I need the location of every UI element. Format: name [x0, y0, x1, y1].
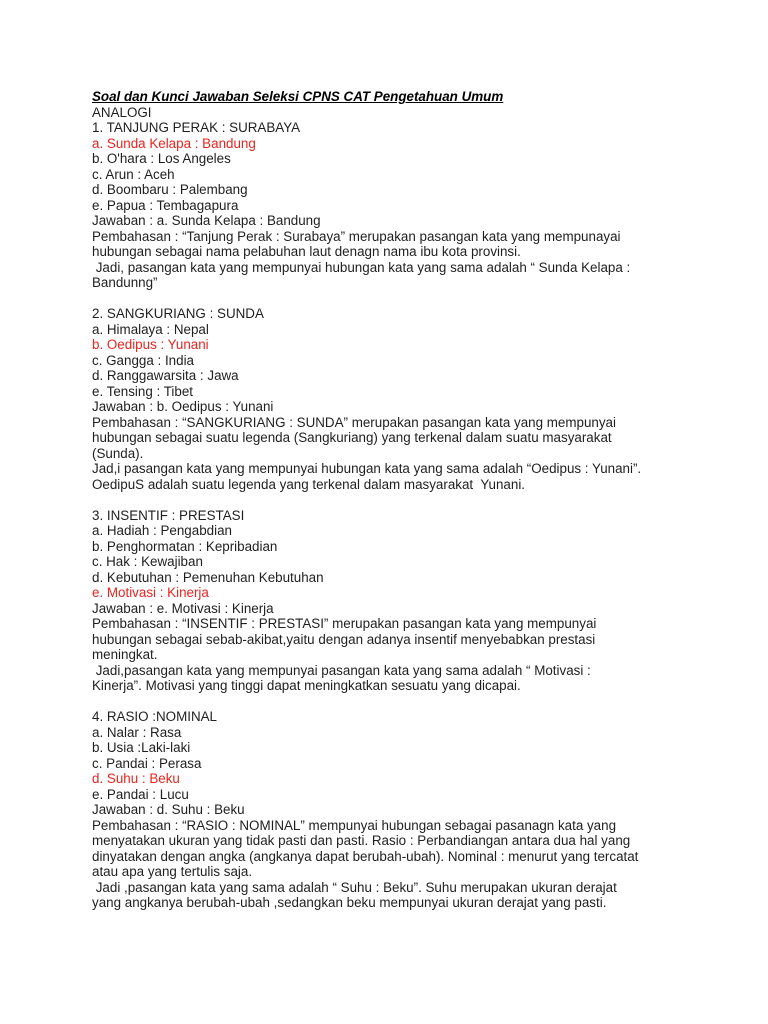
explanation-line: hubungan sebagai nama pelabuhan laut denagn nama ibu kota provinsi. — [92, 244, 521, 259]
option: e. Papua : Tembagapura — [92, 197, 239, 213]
option: d. Boombaru : Palembang — [92, 182, 248, 197]
option: a. Nalar : Rasa — [92, 724, 182, 740]
explanation-line: dinyatakan dengan angka (angkanya dapat berubah-ubah). Nominal : menurut yang tercatat — [92, 848, 639, 864]
explanation-line: Jad,i pasangan kata yang mempunyai hubungan kata yang sama adalah “Oedipus : Yunani”. — [92, 461, 642, 476]
document-title: Soal dan Kunci Jawaban Seleksi CPNS CAT Pengetahuan Umum — [92, 89, 504, 104]
document-page — [92, 89, 692, 911]
option: a. Himalaya : Nepal — [92, 321, 209, 337]
explanation-line: yang angkanya berubah-ubah ,sedangkan beku mempunyai ukuran derajat yang pasti. — [92, 895, 607, 910]
explanation-line: Pembahasan : “INSENTIF : PRESTASI” merupakan pasangan kata yang mempunyai — [92, 616, 597, 631]
explanation-line: hubungan sebagai suatu legenda (Sangkuriang) yang terkenal dalam suatu masyarakat — [92, 430, 612, 445]
explanation-line: Kinerja”. Motivasi yang tinggi dapat meningkatkan sesuatu yang dicapai. — [92, 678, 521, 693]
option: d. Ranggawarsita : Jawa — [92, 368, 239, 383]
option: b. O'hara : Los Angeles — [92, 151, 231, 166]
question-text: 1. TANJUNG PERAK : SURABAYA — [92, 120, 301, 135]
question-text: 4. RASIO :NOMINAL — [92, 709, 218, 724]
explanation-line: atau apa yang tertulis saja. — [92, 864, 253, 879]
option: b. Penghormatan : Kepribadian — [92, 538, 278, 554]
answer-line: Jawaban : e. Motivasi : Kinerja — [92, 600, 274, 616]
explanation-line: Jadi, pasangan kata yang mempunyai hubungan kata yang sama adalah “ Sunda Kelapa : — [92, 259, 631, 275]
explanation-line: Bandunng” — [92, 275, 158, 290]
option-correct: b. Oedipus : Yunani — [92, 337, 209, 352]
explanation-line: OedipuS adalah suatu legenda yang terkenal dalam masyarakat Yunani. — [92, 476, 526, 492]
question-block — [92, 508, 692, 694]
explanation-line: hubungan sebagai sebab-akibat,yaitu dengan adanya insentif menyebabkan prestasi — [92, 631, 596, 647]
question-block — [92, 120, 692, 291]
option: a. Hadiah : Pengabdian — [92, 523, 232, 538]
option: c. Pandai : Perasa — [92, 755, 202, 771]
question-block — [92, 306, 692, 492]
option-correct: d. Suhu : Beku — [92, 771, 180, 786]
answer-line: Jawaban : b. Oedipus : Yunani — [92, 399, 274, 414]
spacer — [92, 291, 692, 307]
explanation-line: Pembahasan : “Tanjung Perak : Surabaya” merupakan pasangan kata yang mempunayai — [92, 228, 621, 244]
option: d. Kebutuhan : Pemenuhan Kebutuhan — [92, 569, 324, 585]
option: b. Usia :Laki-laki — [92, 740, 191, 755]
section-heading: ANALOGI — [92, 104, 152, 120]
option-correct: e. Motivasi : Kinerja — [92, 585, 209, 600]
explanation-line: meningkat. — [92, 647, 158, 662]
question-text: 2. SANGKURIANG : SUNDA — [92, 306, 264, 321]
question-block — [92, 709, 692, 911]
explanation-line: (Sunda). — [92, 445, 144, 461]
option: e. Tensing : Tibet — [92, 383, 193, 399]
question-text: 3. INSENTIF : PRESTASI — [92, 507, 245, 523]
explanation-line: Jadi,pasangan kata yang mempunyai pasangan kata yang sama adalah “ Motivasi : — [92, 662, 591, 678]
answer-line: Jawaban : a. Sunda Kelapa : Bandung — [92, 213, 321, 228]
explanation-line: Pembahasan : “SANGKURIANG : SUNDA” merupakan pasangan kata yang mempunyai — [92, 414, 616, 430]
spacer — [92, 492, 692, 508]
option: e. Pandai : Lucu — [92, 786, 189, 802]
explanation-line: Pembahasan : “RASIO : NOMINAL” mempunyai hubungan sebagai pasanagn kata yang — [92, 817, 617, 833]
option: c. Hak : Kewajiban — [92, 554, 203, 569]
explanation-line: menyatakan ukuran yang tidak pasti dan pasti. Rasio : Perbandiangan antara dua hal yang — [92, 833, 631, 848]
spacer — [92, 694, 692, 710]
option-correct: a. Sunda Kelapa : Bandung — [92, 135, 256, 151]
option: c. Arun : Aceh — [92, 166, 175, 182]
explanation-line: Jadi ,pasangan kata yang sama adalah “ Suhu : Beku”. Suhu merupakan ukuran derajat — [92, 879, 617, 895]
answer-line: Jawaban : d. Suhu : Beku — [92, 802, 245, 817]
option: c. Gangga : India — [92, 352, 194, 368]
